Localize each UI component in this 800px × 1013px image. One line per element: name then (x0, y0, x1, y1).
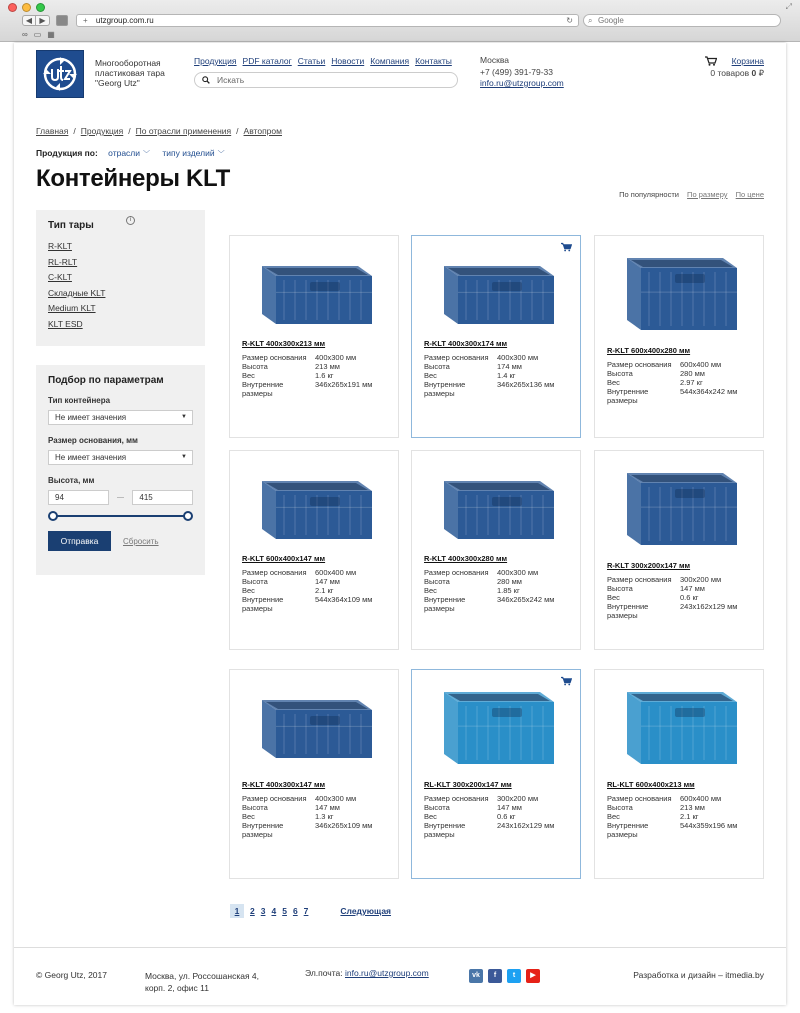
spec-value: 346x265x136 мм (497, 380, 555, 389)
breadcrumb: Главная / Продукция / По отрасли применения / Автопром (36, 126, 282, 136)
list-item (48, 319, 193, 329)
sort-by-price[interactable]: По цене (735, 190, 764, 199)
product-specs (607, 360, 750, 405)
spec-value: 2.97 кг (680, 378, 703, 387)
page-link-6[interactable]: 6 (292, 906, 298, 916)
spec-value: 1.6 кг (315, 371, 334, 380)
browser-chrome (0, 0, 800, 42)
bookmarks-icon[interactable]: ▭ (33, 30, 42, 39)
spec-value: 544x359x196 мм (680, 821, 738, 830)
page-link-5[interactable]: 5 (282, 906, 287, 916)
product-name-link[interactable]: R-KLT 300x200x147 мм (607, 561, 691, 570)
spec-value: 280 мм (497, 577, 522, 586)
spec-value: 1.4 кг (497, 371, 516, 380)
type-link-klt-esd[interactable]: KLT ESD (48, 318, 83, 329)
spec-row-inner (424, 380, 567, 398)
product-name-link[interactable]: RL-KLT 300x200x147 мм (424, 780, 512, 789)
spec-label: Высота (607, 803, 633, 812)
container-type-list (48, 241, 193, 329)
spec-label: Высота (424, 577, 450, 586)
spec-row-weight (242, 586, 385, 595)
cart-currency: ₽ (758, 68, 764, 78)
spec-row-weight (424, 586, 567, 595)
spec-row-base (607, 794, 750, 803)
type-link-r-klt[interactable]: R-KLT (48, 241, 72, 251)
height-max-input[interactable]: 415 (132, 490, 193, 505)
dropdown-arrow-icon: ▼ (181, 454, 187, 460)
spec-label: Размер основания (607, 360, 672, 369)
site-footer (14, 947, 786, 1005)
spec-value: 2.1 кг (680, 812, 699, 821)
nav-link-contacts[interactable]: Контакты (415, 56, 452, 66)
spec-value: 1.3 кг (315, 812, 334, 821)
product-specs (424, 353, 567, 398)
container-image (422, 459, 572, 549)
products-by-label: Продукция по: (36, 148, 98, 158)
page-link-1[interactable]: 1 (230, 904, 244, 918)
spec-label: Высота (242, 577, 268, 586)
nav-link-products[interactable]: Продукция (194, 56, 237, 66)
product-card[interactable] (594, 235, 764, 438)
spec-label: Размер основания (607, 794, 672, 803)
product-image[interactable] (605, 244, 755, 334)
cart-summary (704, 67, 764, 79)
cart-icon (705, 56, 717, 66)
sort-by-popularity[interactable]: По популярности (619, 190, 679, 199)
spec-label: Внутренние размеры (424, 821, 466, 839)
spec-value: 544x364x109 мм (315, 595, 373, 604)
forward-button[interactable]: ▶ (36, 15, 50, 26)
spec-value: 213 мм (680, 803, 705, 812)
spec-row-weight (607, 593, 750, 602)
spec-label: Вес (424, 371, 437, 380)
nav-link-articles[interactable]: Статьи (297, 56, 326, 66)
nav-link-news[interactable]: Новости (331, 56, 365, 66)
url-text: utzgroup.com.ru (95, 16, 154, 25)
history-buttons (22, 15, 50, 26)
spec-row-base (424, 353, 567, 362)
spec-row-base (242, 794, 385, 803)
minimize-window-button[interactable] (22, 3, 31, 12)
product-name-link[interactable]: R-KLT 400x300x280 мм (424, 554, 508, 563)
container-image (422, 244, 572, 334)
footer-address-line2: корп. 2, офис 11 (145, 983, 209, 993)
product-name-link[interactable]: RL-KLT 600x400x213 мм (607, 780, 695, 789)
main-nav (194, 56, 452, 66)
search-icon (202, 76, 210, 84)
contact-email-link[interactable]: info.ru@utzgroup.com (480, 78, 564, 88)
chevron-down-icon: ﹀ (217, 151, 225, 158)
spec-label: Вес (607, 812, 620, 821)
product-image[interactable] (422, 459, 572, 549)
spec-row-base (242, 568, 385, 577)
product-card[interactable] (229, 450, 399, 650)
spec-value: 147 мм (497, 803, 522, 812)
list-item (48, 288, 193, 298)
spec-value: 0.6 кг (680, 593, 699, 602)
product-card[interactable] (411, 450, 581, 650)
add-to-cart-icon[interactable] (561, 676, 572, 688)
chevron-down-icon: ﹀ (143, 151, 151, 158)
product-image[interactable] (422, 244, 572, 334)
spec-value: 400x300 мм (315, 794, 357, 803)
filter-actions (48, 531, 193, 551)
spec-label: Вес (242, 371, 255, 380)
container-image (605, 244, 755, 334)
product-image[interactable] (605, 459, 755, 549)
spec-value: 400x300 мм (497, 568, 539, 577)
spec-label: Вес (242, 812, 255, 821)
top-sites-icon[interactable]: ▦ (47, 30, 55, 39)
spec-value: 600x400 мм (680, 794, 722, 803)
spec-row-base (424, 794, 567, 803)
list-item (48, 303, 193, 313)
product-name-link[interactable]: R-KLT 600x400x147 мм (242, 554, 326, 563)
list-item (48, 257, 193, 267)
tab-overview-icon[interactable] (56, 15, 68, 26)
spec-label: Размер основания (424, 568, 489, 577)
spec-row-height (607, 584, 750, 593)
spec-label: Размер основания (242, 353, 307, 362)
spec-row-height (607, 803, 750, 812)
spec-row-base (607, 360, 750, 369)
spec-value: 280 мм (680, 369, 705, 378)
nav-link-pdf-catalog[interactable]: PDF каталог (242, 56, 292, 66)
products-by-filter (36, 148, 235, 159)
vk-icon[interactable]: vk (469, 969, 483, 983)
contact-phone[interactable]: +7 (499) 391-79-33 (480, 66, 554, 77)
spec-label: Размер основания (607, 575, 672, 584)
spec-row-height (242, 577, 385, 586)
product-card[interactable] (594, 450, 764, 650)
spec-row-base (242, 353, 385, 362)
spec-label: Вес (424, 812, 437, 821)
window-controls (8, 3, 45, 12)
spec-row-height (607, 369, 750, 378)
back-button[interactable]: ◀ (22, 15, 36, 26)
product-card[interactable] (229, 235, 399, 438)
spec-label: Вес (424, 586, 437, 595)
spec-label: Внутренние размеры (242, 380, 284, 398)
breadcrumb-automotive[interactable]: Автопром (243, 126, 282, 136)
product-image[interactable] (240, 244, 390, 334)
product-card[interactable] (594, 669, 764, 879)
container-image (240, 459, 390, 549)
footer-address-line1: Москва, ул. Россошанская 4, (145, 971, 260, 981)
parameter-filter-panel (36, 365, 205, 575)
utz-logo[interactable] (36, 50, 84, 98)
page-link-3[interactable]: 3 (260, 906, 266, 916)
reader-icon[interactable]: ∞ (22, 30, 28, 39)
spec-row-height (424, 362, 567, 371)
product-image[interactable] (240, 678, 390, 768)
spec-row-weight (242, 371, 385, 380)
footer-credits: Разработка и дизайн – itmedia.by (633, 970, 764, 980)
filter-by-industry-label: отрасли (108, 148, 141, 158)
product-image[interactable] (422, 678, 572, 768)
sort-options (619, 190, 764, 199)
container-image (422, 678, 572, 768)
footer-email (305, 968, 429, 978)
container-type-title: Тип тары (48, 220, 94, 231)
spec-value: 0.6 кг (497, 812, 516, 821)
product-specs (242, 568, 385, 613)
social-links (469, 969, 540, 983)
type-link-folding-klt[interactable]: Складные KLT (48, 287, 106, 298)
address-bar[interactable] (76, 14, 579, 27)
sort-by-size[interactable]: По размеру (687, 190, 728, 199)
spec-row-inner (242, 380, 385, 398)
spec-label: Внутренние размеры (242, 821, 284, 839)
next-page-link[interactable]: Следующая (340, 906, 392, 916)
list-item (48, 241, 193, 251)
spec-row-weight (607, 812, 750, 821)
add-to-cart-icon[interactable] (561, 242, 572, 254)
spec-value: 600x400 мм (680, 360, 722, 369)
spec-value: 300x200 мм (497, 794, 539, 803)
browser-search-field[interactable] (583, 14, 781, 27)
cart-icon (561, 242, 572, 252)
spec-value: 147 мм (315, 803, 340, 812)
spec-value: 2.1 кг (315, 586, 334, 595)
base-size-select[interactable] (48, 450, 193, 465)
spec-value: 174 мм (497, 362, 522, 371)
breadcrumb-home[interactable]: Главная (36, 126, 69, 136)
zoom-window-button[interactable] (36, 3, 45, 12)
utz-logo-icon (40, 54, 80, 94)
pagination (230, 904, 391, 918)
breadcrumb-products[interactable]: Продукция (80, 126, 124, 136)
web-page (14, 43, 786, 1005)
product-specs (424, 794, 567, 839)
range-separator (117, 497, 125, 498)
spec-label: Внутренние размеры (242, 595, 284, 613)
product-card[interactable] (411, 669, 581, 879)
spec-row-weight (242, 812, 385, 821)
spec-label: Вес (607, 378, 620, 387)
spec-row-inner (242, 595, 385, 613)
container-image (605, 459, 755, 549)
page-link-4[interactable]: 4 (271, 906, 277, 916)
product-name-link[interactable]: R-KLT 400x300x174 мм (424, 339, 508, 348)
spec-value: 243x162x129 мм (497, 821, 555, 830)
container-type-select-value: Не имеет значения (55, 413, 127, 422)
spec-label: Высота (242, 803, 268, 812)
product-card[interactable] (229, 669, 399, 879)
spec-value: 600x400 мм (315, 568, 357, 577)
cart-link[interactable]: Корзина (731, 56, 764, 66)
container-type-panel (36, 210, 205, 346)
spec-value: 1.85 кг (497, 586, 520, 595)
reload-icon[interactable]: ↻ (566, 16, 573, 25)
fullscreen-icon[interactable]: ⤢ (785, 2, 792, 11)
footer-copyright: © Georg Utz, 2017 (36, 970, 107, 980)
product-specs (424, 568, 567, 613)
product-specs (242, 794, 385, 839)
breadcrumb-by-industry[interactable]: По отрасли применения (135, 126, 232, 136)
product-image[interactable] (605, 678, 755, 768)
spec-row-inner (607, 821, 750, 839)
spec-label: Вес (242, 586, 255, 595)
spec-row-inner (242, 821, 385, 839)
spec-row-height (242, 362, 385, 371)
spec-value: 147 мм (315, 577, 340, 586)
slider-max-handle[interactable] (183, 511, 193, 521)
spec-label: Размер основания (424, 794, 489, 803)
spec-row-inner (607, 387, 750, 405)
spec-row-weight (607, 378, 750, 387)
page-link-2[interactable]: 2 (250, 906, 255, 916)
footer-email-label: Эл.почта: (305, 968, 343, 978)
facebook-icon[interactable]: f (488, 969, 502, 983)
spec-label: Внутренние размеры (607, 821, 649, 839)
type-link-c-klt[interactable]: C-KLT (48, 272, 72, 282)
product-name-link[interactable]: R-KLT 400x300x147 мм (242, 780, 326, 789)
filter-by-type-label: типу изделий (162, 148, 215, 158)
product-specs (242, 353, 385, 398)
product-specs (607, 575, 750, 620)
list-item (48, 272, 193, 282)
spec-label: Высота (424, 803, 450, 812)
reset-filter-link[interactable]: Сбросить (123, 536, 159, 546)
filter-by-industry-dropdown[interactable] (108, 148, 150, 158)
spec-value: 213 мм (315, 362, 340, 371)
product-name-link[interactable]: R-KLT 400x300x213 мм (242, 339, 326, 348)
spec-label: Внутренние размеры (424, 380, 466, 398)
spec-label: Внутренние размеры (607, 387, 649, 405)
spec-value: 346x265x191 мм (315, 380, 373, 389)
add-icon[interactable]: + (83, 16, 88, 25)
spec-value: 400x300 мм (315, 353, 357, 362)
spec-label: Высота (607, 584, 633, 593)
spec-value: 300x200 мм (680, 575, 722, 584)
slider-track (52, 515, 189, 517)
contact-city: Москва (480, 55, 510, 65)
browser-search-placeholder: Google (598, 16, 624, 25)
spec-value: 147 мм (680, 584, 705, 593)
spec-row-inner (424, 595, 567, 613)
logo-tagline: Многооборотная пластиковая тара "Georg Utz" (95, 58, 165, 88)
spec-row-inner (607, 602, 750, 620)
container-image (240, 678, 390, 768)
spec-row-base (607, 575, 750, 584)
spec-label: Высота (242, 362, 268, 371)
cart-count: 0 товаров (710, 68, 750, 78)
site-search-placeholder: Искать (217, 75, 245, 85)
spec-label: Размер основания (242, 794, 307, 803)
spec-value: 243x162x129 мм (680, 602, 738, 611)
height-range-inputs (48, 490, 193, 505)
filter-by-type-dropdown[interactable] (162, 148, 224, 158)
footer-email-link[interactable]: info.ru@utzgroup.com (344, 968, 429, 978)
info-icon[interactable]: i (126, 216, 135, 225)
spec-row-base (424, 568, 567, 577)
spec-label: Внутренние размеры (424, 595, 466, 613)
footer-address (145, 970, 259, 994)
base-size-field-label: Размер основания, мм (48, 436, 138, 445)
spec-row-height (424, 577, 567, 586)
type-link-medium-klt[interactable]: Medium KLT (48, 303, 96, 313)
cart-widget[interactable] (704, 55, 764, 79)
product-card[interactable] (411, 235, 581, 438)
page-title: Контейнеры KLT (36, 165, 230, 192)
spec-label: Вес (607, 593, 620, 602)
search-icon: ⌕ (588, 16, 593, 25)
page-link-7[interactable]: 7 (303, 906, 309, 916)
spec-row-inner (424, 821, 567, 839)
submit-filter-button[interactable]: Отправка (48, 531, 111, 551)
spec-label: Внутренние размеры (607, 602, 649, 620)
cart-sum: 0 (751, 68, 757, 78)
container-image (605, 678, 755, 768)
site-search-input[interactable] (194, 72, 458, 88)
spec-label: Размер основания (242, 568, 307, 577)
base-size-select-value: Не имеет значения (55, 453, 127, 462)
spec-row-weight (424, 812, 567, 821)
spec-row-height (424, 803, 567, 812)
spec-value: 346x265x242 мм (497, 595, 555, 604)
cart-icon (561, 676, 572, 686)
container-type-select[interactable] (48, 410, 193, 425)
spec-value: 346x265x109 мм (315, 821, 373, 830)
nav-link-company[interactable]: Компания (370, 56, 410, 66)
spec-value: 544x364x242 мм (680, 387, 738, 396)
spec-value: 400x300 мм (497, 353, 539, 362)
type-link-rl-rlt[interactable]: RL-RLT (48, 256, 78, 267)
product-name-link[interactable]: R-KLT 600x400x280 мм (607, 346, 691, 355)
spec-label: Высота (607, 369, 633, 378)
height-range-slider[interactable] (48, 511, 193, 521)
spec-row-height (242, 803, 385, 812)
twitter-icon[interactable]: t (507, 969, 521, 983)
height-field-label: Высота, мм (48, 476, 95, 485)
close-window-button[interactable] (8, 3, 17, 12)
youtube-icon[interactable]: ▶ (526, 969, 540, 983)
container-type-field-label: Тип контейнера (48, 396, 111, 405)
product-image[interactable] (240, 459, 390, 549)
container-image (240, 244, 390, 334)
parameter-filter-title: Подбор по параметрам (48, 375, 164, 386)
slider-min-handle[interactable] (48, 511, 58, 521)
spec-label: Высота (424, 362, 450, 371)
dropdown-arrow-icon: ▼ (181, 414, 187, 420)
spec-label: Размер основания (424, 353, 489, 362)
contact-block (480, 55, 564, 90)
product-specs (607, 794, 750, 839)
spec-row-weight (424, 371, 567, 380)
height-min-input[interactable]: 94 (48, 490, 109, 505)
bookmarks-bar (22, 30, 55, 39)
